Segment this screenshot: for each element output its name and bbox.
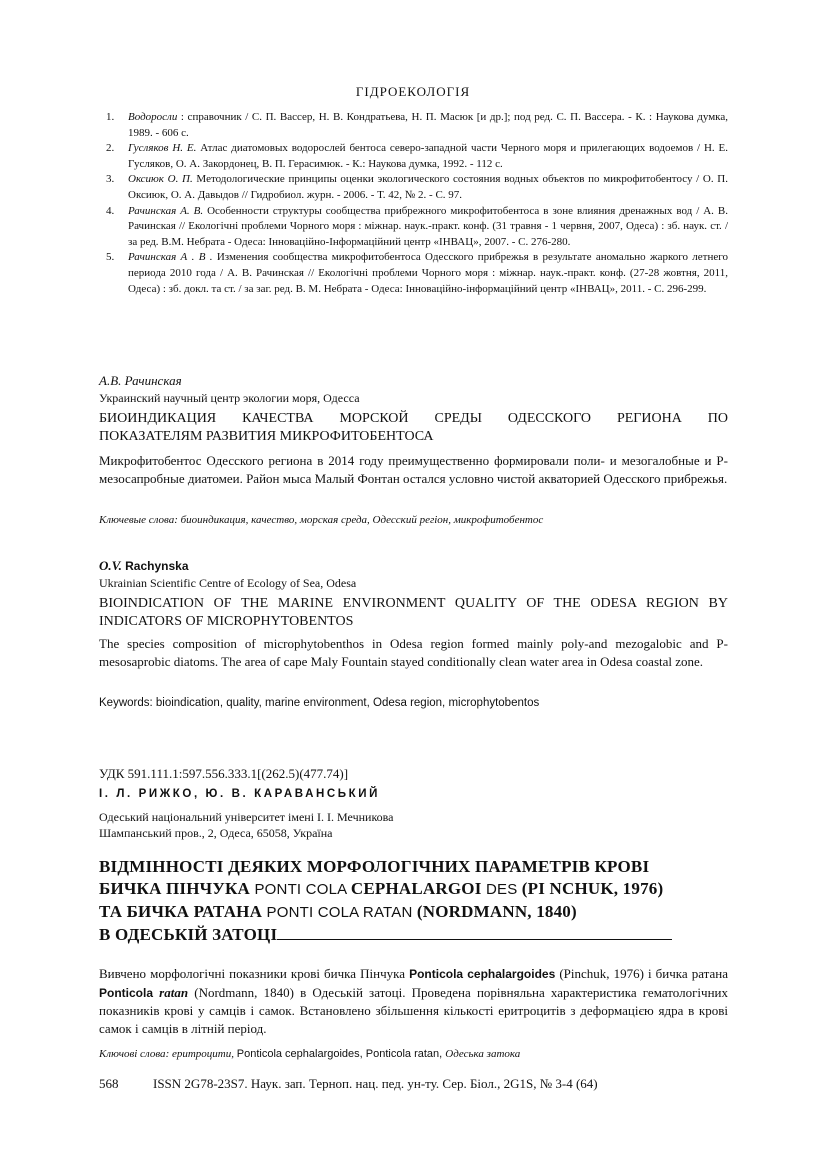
abstract-text: (Pinchuk, 1976) і бичка ратана <box>555 966 728 981</box>
abstract-text: Вивчено морфологічні показники крові бичка Пінчука <box>99 966 410 981</box>
keywords-text: Одеська затока <box>445 1048 521 1060</box>
species-name: PONTI COLA <box>254 881 351 898</box>
reference-authors: Оксиюк О. П. <box>128 173 193 186</box>
reference-item <box>106 204 728 251</box>
ru-keywords-label: Ключевые слова <box>99 514 175 526</box>
reference-item <box>106 110 728 141</box>
running-header: ГІДРОЕКОЛОГІЯ <box>355 84 471 99</box>
title-fragment: БИЧКА ПІНЧУКА <box>99 879 255 898</box>
article-affiliation-1: Одеський національний університет імені І. І. Мечникова <box>99 810 394 824</box>
udc-code: УДК 591.111.1:597.556.333.1[(262.5)(477.74)] <box>99 766 349 781</box>
en-author-surname: Rachynska <box>125 559 189 573</box>
en-affiliation: Ukrainian Scientific Centre of Ecology of Sea, Odesa <box>99 576 357 590</box>
ru-keywords-list: : биоиндикация, качество, морская среда, Одесский регіон, микрофитобентос <box>174 514 544 526</box>
en-keywords: Keywords: bioindication, quality, marine environment, Odesa region, microphytobentos <box>99 697 540 709</box>
reference-number: 2. <box>106 142 115 155</box>
article-title <box>99 856 728 946</box>
title-fragment: (PI NCHUK, 1976) <box>521 879 664 898</box>
keywords-species: Ponticola cephalargoides, Ponticola ratan, <box>236 1048 446 1060</box>
article-title-line3 <box>99 901 728 924</box>
reference-authors: Водоросли <box>128 111 178 123</box>
species-name: PONTI COLA RATAN <box>266 904 417 921</box>
title-underline <box>277 925 672 940</box>
species-name: ratan <box>153 984 189 1000</box>
article-keywords <box>99 1048 728 1060</box>
reference-authors: Рачинская А. В. <box>128 204 204 217</box>
article-authors: І. Л. РИЖКО, Ю. В. КАРАВАНСЬКИЙ <box>99 788 381 800</box>
reference-number: 1. <box>106 111 115 123</box>
page-footer <box>99 1076 598 1092</box>
reference-number: 3. <box>106 173 115 186</box>
species-name: Ponticola <box>99 985 154 1000</box>
article-abstract <box>99 965 728 1037</box>
abstract-text: (Nordmann, 1840) в Одеській затоці. Проведена порівняльна характеристика гематологічних показників крові у самців і самок. Встановлено збільшення кількості еритроцитів з деформацією ядра в крові самок і самців в літній період. <box>99 984 728 1036</box>
en-author <box>99 558 728 574</box>
article-affiliation-2: Шампанський пров., 2, Одеса, 65058, Україна <box>99 826 333 840</box>
reference-number: 5. <box>106 251 115 264</box>
reference-number: 4. <box>106 204 115 217</box>
reference-authors: Гусляков Н. Е. <box>128 142 197 155</box>
reference-item <box>106 172 728 203</box>
species-name: CEPHALARGOI <box>350 879 486 898</box>
title-fragment: В ОДЕСЬКІЙ ЗАТОЦІ <box>99 925 278 944</box>
article-title-line1: ВІДМІННОСТІ ДЕЯКИХ МОРФОЛОГІЧНИХ ПАРАМЕТРІВ КРОВІ <box>99 857 650 876</box>
en-abstract-body: The species composition of microphytobenthos in Odesa region formed mainly poly-and mezogalobic and P-mesosaprobic diatoms. The area of cape Maly Fountain stayed conditionally clean water area in Odesa coastal zone. <box>99 636 728 669</box>
reference-authors: Рачинская А . В . <box>128 251 213 264</box>
ru-title-line2: ПОКАЗАТЕЛЯМ РАЗВИТИЯ МИКРОФИТОБЕНТОСА <box>99 429 434 444</box>
species-name: DES <box>485 881 522 898</box>
reference-text: Особенности структуры сообщества прибрежного микрофитобентоса в зоне влияния дренажных вод / А. В. Рачинская // Екологічні проблеми Чорного моря : міжнар. наук.-практ. конф. (31 травня - 1 червня, 2007, Одеса) : зб. наук. ст. / за ред. В.М. Небрата - Одеса: Інноваційно-Інформаційний центр «ІНВАЦ», 2007. - С. 276-280. <box>128 204 728 248</box>
reference-list <box>106 110 728 297</box>
reference-item <box>106 250 728 297</box>
reference-text: Методологические принципы оценки экологического состояния водных объектов по микрофитобентосу / О. П. Оксиюк, О. А. Давыдов // Гидробиол. журн. - 2006. - Т. 42, № 2. - С. 97. <box>128 173 728 201</box>
ru-affiliation: Украинский научный центр экологии моря, Одесса <box>99 391 360 405</box>
title-fragment: ТА БИЧКА РАТАНА <box>99 902 267 921</box>
en-author-initials: O.V. <box>99 558 122 573</box>
ru-abstract-body: Микрофитобентос Одесского региона в 2014 году преимущественно формировали поли- и мезогалобные и Р-мезосапробные диатомеи. Район мыса Малый Фонтан остался условно чистой акваторией Одесского прибрежья. <box>99 453 728 486</box>
reference-text: Атлас диатомовых водорослей бентоса северо-западной части Черного моря и прилегающих водоемов / Н. Е. Гусляков, О. А. Закордонец, В. П. Герасимюк. - К.: Наукова думка, 1992. - 112 с. <box>128 142 728 170</box>
keywords-text: : еритроцити, <box>165 1048 237 1060</box>
ru-keywords <box>99 514 728 526</box>
article-title-line4 <box>99 924 728 946</box>
reference-text: : справочник / С. П. Вассер, Н. В. Кондратьева, Н. П. Масюк [и др.]; под ред. С. П. Вассера. - К. : Наукова думка, 1989. - 606 с. <box>128 111 728 139</box>
reference-text: Изменения сообщества микрофитобентоса Одесского прибрежья в результате аномально жаркого летнего периода 2010 года / А. В. Рачинская // Екологічні проблеми Чорного моря : міжнар. наук.-практ. конф. (27-28 жовтня, 2011, Одеса) : зб. докл. та ст. / за заг. ред. В. М. Небрата - Одеса: Інноваційно-інформаційний центр «ІНВАЦ», 2011. - С. 296-299. <box>128 251 728 295</box>
ru-author: А.В. Рачинская <box>99 373 182 388</box>
reference-item <box>106 141 728 172</box>
keywords-label: Ключові слова <box>99 1048 166 1060</box>
ru-title-line1: БИОИНДИКАЦИЯ КАЧЕСТВА МОРСКОЙ СРЕДЫ ОДЕССКОГО РЕГИОНА ПО <box>99 411 728 426</box>
en-title-line1: BIOINDICATION OF THE MARINE ENVIRONMENT QUALITY OF THE ODESA REGION BY <box>99 596 728 611</box>
journal-issn: ISSN 2G78-23S7. Наук. зап. Терноп. нац. пед. ун-ту. Сер. Біол., 2G1S, № 3-4 (64) <box>153 1076 598 1091</box>
en-title-line2: INDICATORS OF MICROPHYTOBENTOS <box>99 614 354 629</box>
species-name: Ponticola cephalargoides <box>409 967 556 981</box>
article-title-line2 <box>99 878 728 901</box>
page-number: 568 <box>99 1076 119 1091</box>
title-fragment: (NORDMANN, 1840) <box>416 902 577 921</box>
